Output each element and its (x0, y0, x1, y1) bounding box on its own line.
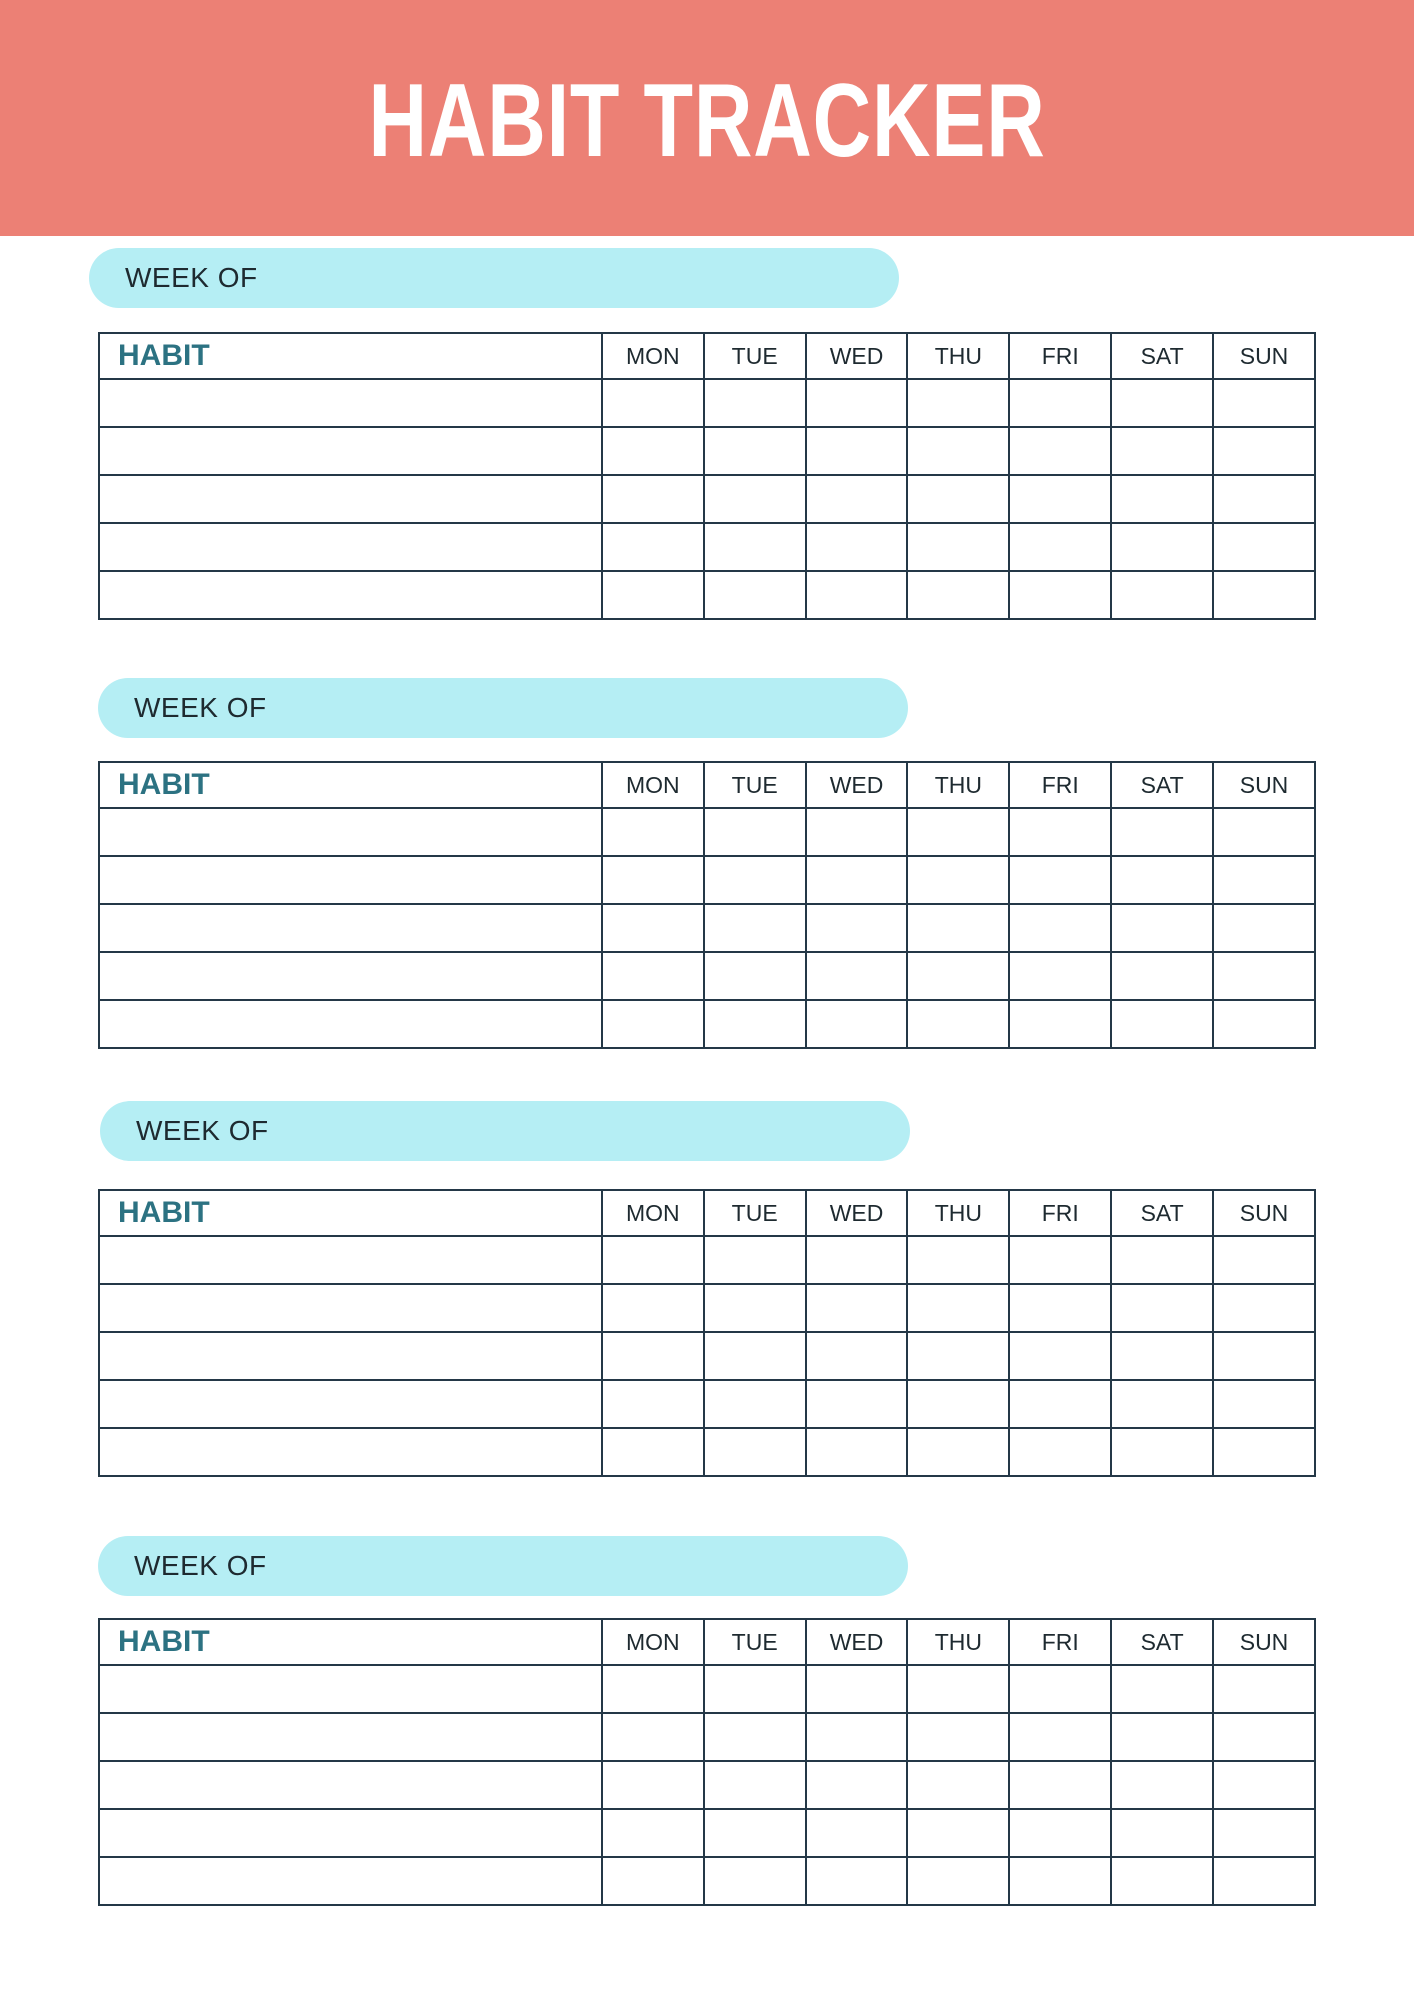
day-check-cell-sat[interactable] (1111, 1000, 1213, 1048)
table-header-row (99, 1190, 1315, 1236)
day-check-cell-sun[interactable] (1213, 904, 1315, 952)
day-check-cell-fri[interactable] (1009, 523, 1111, 571)
day-column-header-sat: SAT (1111, 762, 1213, 808)
day-check-cell-sat[interactable] (1111, 571, 1213, 619)
day-column-header-fri: FRI (1009, 1619, 1111, 1665)
table-row (99, 1713, 1315, 1761)
day-check-cell-sun[interactable] (1213, 1428, 1315, 1476)
habit-name-cell[interactable] (99, 1000, 602, 1048)
day-check-cell-mon[interactable] (602, 904, 704, 952)
table-row (99, 1284, 1315, 1332)
habit-name-cell[interactable] (99, 1761, 602, 1809)
day-check-cell-thu[interactable] (907, 475, 1009, 523)
table-row (99, 1380, 1315, 1428)
day-check-cell-mon[interactable] (602, 1000, 704, 1048)
day-check-cell-mon[interactable] (602, 1380, 704, 1428)
habit-column-header: HABIT (99, 762, 602, 808)
day-check-cell-sun[interactable] (1213, 1761, 1315, 1809)
day-check-cell-sat[interactable] (1111, 427, 1213, 475)
day-check-cell-tue[interactable] (704, 1857, 806, 1905)
day-check-cell-fri[interactable] (1009, 1000, 1111, 1048)
day-check-cell-tue[interactable] (704, 1284, 806, 1332)
day-check-cell-tue[interactable] (704, 379, 806, 427)
day-check-cell-tue[interactable] (704, 523, 806, 571)
page-title: HABIT TRACKER (368, 62, 1046, 179)
habit-table (98, 332, 1316, 620)
habit-table (98, 761, 1316, 1049)
day-check-cell-tue[interactable] (704, 808, 806, 856)
day-check-cell-thu[interactable] (907, 427, 1009, 475)
day-check-cell-sat[interactable] (1111, 808, 1213, 856)
day-check-cell-sat[interactable] (1111, 1809, 1213, 1857)
day-check-cell-mon[interactable] (602, 1428, 704, 1476)
day-check-cell-mon[interactable] (602, 1236, 704, 1284)
day-check-cell-fri[interactable] (1009, 1284, 1111, 1332)
table-row (99, 1665, 1315, 1713)
day-check-cell-sun[interactable] (1213, 856, 1315, 904)
day-check-cell-mon[interactable] (602, 1809, 704, 1857)
habit-name-cell[interactable] (99, 1857, 602, 1905)
day-check-cell-sat[interactable] (1111, 379, 1213, 427)
day-check-cell-wed[interactable] (806, 1000, 908, 1048)
day-column-header-thu: THU (907, 762, 1009, 808)
week-of-label: WEEK OF (134, 692, 267, 723)
day-check-cell-fri[interactable] (1009, 1665, 1111, 1713)
habit-name-cell[interactable] (99, 1380, 602, 1428)
day-check-cell-tue[interactable] (704, 1428, 806, 1476)
day-check-cell-thu[interactable] (907, 1380, 1009, 1428)
day-check-cell-sun[interactable] (1213, 571, 1315, 619)
day-check-cell-sat[interactable] (1111, 475, 1213, 523)
day-column-header-mon: MON (602, 762, 704, 808)
day-check-cell-sat[interactable] (1111, 1332, 1213, 1380)
day-check-cell-wed[interactable] (806, 1665, 908, 1713)
day-column-header-sat: SAT (1111, 1619, 1213, 1665)
day-check-cell-sat[interactable] (1111, 904, 1213, 952)
habit-name-cell[interactable] (99, 808, 602, 856)
table-row (99, 1000, 1315, 1048)
day-check-cell-sun[interactable] (1213, 808, 1315, 856)
day-check-cell-wed[interactable] (806, 856, 908, 904)
habit-name-cell[interactable] (99, 1428, 602, 1476)
day-column-header-tue: TUE (704, 1190, 806, 1236)
habit-table (98, 1618, 1316, 1906)
day-check-cell-sat[interactable] (1111, 1380, 1213, 1428)
day-check-cell-fri[interactable] (1009, 808, 1111, 856)
day-check-cell-mon[interactable] (602, 1713, 704, 1761)
day-check-cell-fri[interactable] (1009, 1428, 1111, 1476)
day-check-cell-mon[interactable] (602, 523, 704, 571)
week-of-field[interactable] (98, 1536, 908, 1596)
day-check-cell-mon[interactable] (602, 1332, 704, 1380)
day-column-header-sat: SAT (1111, 333, 1213, 379)
day-check-cell-wed[interactable] (806, 475, 908, 523)
day-check-cell-sat[interactable] (1111, 523, 1213, 571)
day-check-cell-sun[interactable] (1213, 1857, 1315, 1905)
day-check-cell-thu[interactable] (907, 1332, 1009, 1380)
day-check-cell-sun[interactable] (1213, 379, 1315, 427)
day-check-cell-sun[interactable] (1213, 1236, 1315, 1284)
day-column-header-tue: TUE (704, 762, 806, 808)
habit-name-cell[interactable] (99, 1809, 602, 1857)
day-check-cell-wed[interactable] (806, 1428, 908, 1476)
habit-name-cell[interactable] (99, 1332, 602, 1380)
day-check-cell-thu[interactable] (907, 1000, 1009, 1048)
day-column-header-sun: SUN (1213, 333, 1315, 379)
day-check-cell-tue[interactable] (704, 856, 806, 904)
day-check-cell-thu[interactable] (907, 1809, 1009, 1857)
week-of-field[interactable] (100, 1101, 910, 1161)
day-check-cell-tue[interactable] (704, 475, 806, 523)
day-check-cell-sun[interactable] (1213, 475, 1315, 523)
day-check-cell-mon[interactable] (602, 1284, 704, 1332)
day-check-cell-wed[interactable] (806, 952, 908, 1000)
day-check-cell-tue[interactable] (704, 1000, 806, 1048)
week-of-label: WEEK OF (136, 1115, 269, 1146)
day-column-header-sun: SUN (1213, 762, 1315, 808)
day-check-cell-fri[interactable] (1009, 1761, 1111, 1809)
day-check-cell-fri[interactable] (1009, 952, 1111, 1000)
day-check-cell-wed[interactable] (806, 1284, 908, 1332)
table-row (99, 1809, 1315, 1857)
table-row (99, 523, 1315, 571)
habit-column-header: HABIT (99, 1619, 602, 1665)
day-check-cell-mon[interactable] (602, 952, 704, 1000)
day-check-cell-sun[interactable] (1213, 952, 1315, 1000)
day-column-header-mon: MON (602, 333, 704, 379)
table-row (99, 1761, 1315, 1809)
table-row (99, 427, 1315, 475)
day-check-cell-wed[interactable] (806, 379, 908, 427)
day-check-cell-fri[interactable] (1009, 1713, 1111, 1761)
day-check-cell-thu[interactable] (907, 1713, 1009, 1761)
habit-column-header: HABIT (99, 333, 602, 379)
habit-name-cell[interactable] (99, 952, 602, 1000)
week-of-label: WEEK OF (134, 1550, 267, 1581)
table-row (99, 1236, 1315, 1284)
week-of-field[interactable] (98, 678, 908, 738)
day-column-header-mon: MON (602, 1190, 704, 1236)
day-check-cell-wed[interactable] (806, 1761, 908, 1809)
habit-name-cell[interactable] (99, 1713, 602, 1761)
day-check-cell-sat[interactable] (1111, 1428, 1213, 1476)
day-check-cell-thu[interactable] (907, 571, 1009, 619)
day-check-cell-thu[interactable] (907, 1236, 1009, 1284)
day-check-cell-sun[interactable] (1213, 1284, 1315, 1332)
day-column-header-tue: TUE (704, 1619, 806, 1665)
table-row (99, 808, 1315, 856)
day-check-cell-fri[interactable] (1009, 856, 1111, 904)
week-of-field[interactable] (89, 248, 899, 308)
day-check-cell-fri[interactable] (1009, 475, 1111, 523)
day-check-cell-tue[interactable] (704, 1713, 806, 1761)
day-check-cell-sun[interactable] (1213, 1809, 1315, 1857)
day-check-cell-sat[interactable] (1111, 1284, 1213, 1332)
day-column-header-tue: TUE (704, 333, 806, 379)
table-header-row (99, 762, 1315, 808)
day-column-header-thu: THU (907, 333, 1009, 379)
day-check-cell-fri[interactable] (1009, 571, 1111, 619)
habit-name-cell[interactable] (99, 427, 602, 475)
day-check-cell-mon[interactable] (602, 379, 704, 427)
day-check-cell-fri[interactable] (1009, 1380, 1111, 1428)
habit-name-cell[interactable] (99, 1284, 602, 1332)
day-check-cell-thu[interactable] (907, 952, 1009, 1000)
day-check-cell-wed[interactable] (806, 1332, 908, 1380)
day-check-cell-tue[interactable] (704, 1236, 806, 1284)
day-check-cell-wed[interactable] (806, 1380, 908, 1428)
day-check-cell-sun[interactable] (1213, 1000, 1315, 1048)
habit-name-cell[interactable] (99, 475, 602, 523)
table-row (99, 1332, 1315, 1380)
day-check-cell-tue[interactable] (704, 1761, 806, 1809)
habit-name-cell[interactable] (99, 571, 602, 619)
table-row (99, 1857, 1315, 1905)
day-column-header-fri: FRI (1009, 1190, 1111, 1236)
day-check-cell-sun[interactable] (1213, 427, 1315, 475)
day-check-cell-mon[interactable] (602, 1761, 704, 1809)
day-check-cell-wed[interactable] (806, 1713, 908, 1761)
habit-name-cell[interactable] (99, 856, 602, 904)
day-column-header-sun: SUN (1213, 1190, 1315, 1236)
day-check-cell-tue[interactable] (704, 1332, 806, 1380)
day-column-header-sun: SUN (1213, 1619, 1315, 1665)
day-check-cell-thu[interactable] (907, 808, 1009, 856)
day-check-cell-mon[interactable] (602, 1857, 704, 1905)
day-column-header-wed: WED (806, 762, 908, 808)
day-check-cell-fri[interactable] (1009, 427, 1111, 475)
habit-name-cell[interactable] (99, 379, 602, 427)
day-check-cell-tue[interactable] (704, 904, 806, 952)
day-check-cell-sat[interactable] (1111, 1761, 1213, 1809)
day-check-cell-thu[interactable] (907, 379, 1009, 427)
table-row (99, 952, 1315, 1000)
day-column-header-thu: THU (907, 1619, 1009, 1665)
day-check-cell-sat[interactable] (1111, 1665, 1213, 1713)
day-check-cell-tue[interactable] (704, 952, 806, 1000)
table-header-row (99, 333, 1315, 379)
day-column-header-fri: FRI (1009, 333, 1111, 379)
habit-name-cell[interactable] (99, 1665, 602, 1713)
day-check-cell-thu[interactable] (907, 904, 1009, 952)
day-check-cell-fri[interactable] (1009, 379, 1111, 427)
day-check-cell-thu[interactable] (907, 856, 1009, 904)
habit-table (98, 1189, 1316, 1477)
day-column-header-sat: SAT (1111, 1190, 1213, 1236)
habit-name-cell[interactable] (99, 1236, 602, 1284)
day-column-header-wed: WED (806, 1619, 908, 1665)
day-check-cell-fri[interactable] (1009, 1236, 1111, 1284)
day-check-cell-wed[interactable] (806, 523, 908, 571)
week-of-label: WEEK OF (125, 262, 258, 293)
day-check-cell-fri[interactable] (1009, 1332, 1111, 1380)
day-check-cell-tue[interactable] (704, 1809, 806, 1857)
day-check-cell-wed[interactable] (806, 1809, 908, 1857)
day-check-cell-mon[interactable] (602, 1665, 704, 1713)
day-check-cell-thu[interactable] (907, 1428, 1009, 1476)
table-row (99, 904, 1315, 952)
day-check-cell-sat[interactable] (1111, 1857, 1213, 1905)
day-check-cell-tue[interactable] (704, 427, 806, 475)
day-column-header-wed: WED (806, 1190, 908, 1236)
day-column-header-mon: MON (602, 1619, 704, 1665)
day-check-cell-sun[interactable] (1213, 1380, 1315, 1428)
table-row (99, 571, 1315, 619)
day-check-cell-wed[interactable] (806, 1857, 908, 1905)
day-check-cell-sat[interactable] (1111, 856, 1213, 904)
day-check-cell-sun[interactable] (1213, 1713, 1315, 1761)
day-check-cell-fri[interactable] (1009, 904, 1111, 952)
day-check-cell-thu[interactable] (907, 1665, 1009, 1713)
habit-name-cell[interactable] (99, 523, 602, 571)
day-check-cell-tue[interactable] (704, 1380, 806, 1428)
day-column-header-thu: THU (907, 1190, 1009, 1236)
day-check-cell-mon[interactable] (602, 808, 704, 856)
day-check-cell-wed[interactable] (806, 904, 908, 952)
day-check-cell-thu[interactable] (907, 1284, 1009, 1332)
day-check-cell-thu[interactable] (907, 1857, 1009, 1905)
day-column-header-fri: FRI (1009, 762, 1111, 808)
day-check-cell-mon[interactable] (602, 427, 704, 475)
habit-name-cell[interactable] (99, 904, 602, 952)
day-check-cell-sat[interactable] (1111, 952, 1213, 1000)
day-check-cell-fri[interactable] (1009, 1857, 1111, 1905)
table-header-row (99, 1619, 1315, 1665)
day-check-cell-sun[interactable] (1213, 523, 1315, 571)
day-check-cell-mon[interactable] (602, 856, 704, 904)
day-check-cell-tue[interactable] (704, 1665, 806, 1713)
day-check-cell-sat[interactable] (1111, 1236, 1213, 1284)
day-check-cell-wed[interactable] (806, 427, 908, 475)
day-check-cell-sun[interactable] (1213, 1665, 1315, 1713)
day-check-cell-mon[interactable] (602, 475, 704, 523)
day-check-cell-wed[interactable] (806, 571, 908, 619)
day-check-cell-tue[interactable] (704, 571, 806, 619)
day-check-cell-thu[interactable] (907, 523, 1009, 571)
table-row (99, 475, 1315, 523)
day-check-cell-fri[interactable] (1009, 1809, 1111, 1857)
day-check-cell-sun[interactable] (1213, 1332, 1315, 1380)
day-check-cell-mon[interactable] (602, 571, 704, 619)
table-row (99, 379, 1315, 427)
day-check-cell-thu[interactable] (907, 1761, 1009, 1809)
day-check-cell-sat[interactable] (1111, 1713, 1213, 1761)
table-row (99, 1428, 1315, 1476)
table-row (99, 856, 1315, 904)
day-check-cell-wed[interactable] (806, 1236, 908, 1284)
habit-column-header: HABIT (99, 1190, 602, 1236)
day-column-header-wed: WED (806, 333, 908, 379)
page-header (0, 0, 1414, 236)
day-check-cell-wed[interactable] (806, 808, 908, 856)
